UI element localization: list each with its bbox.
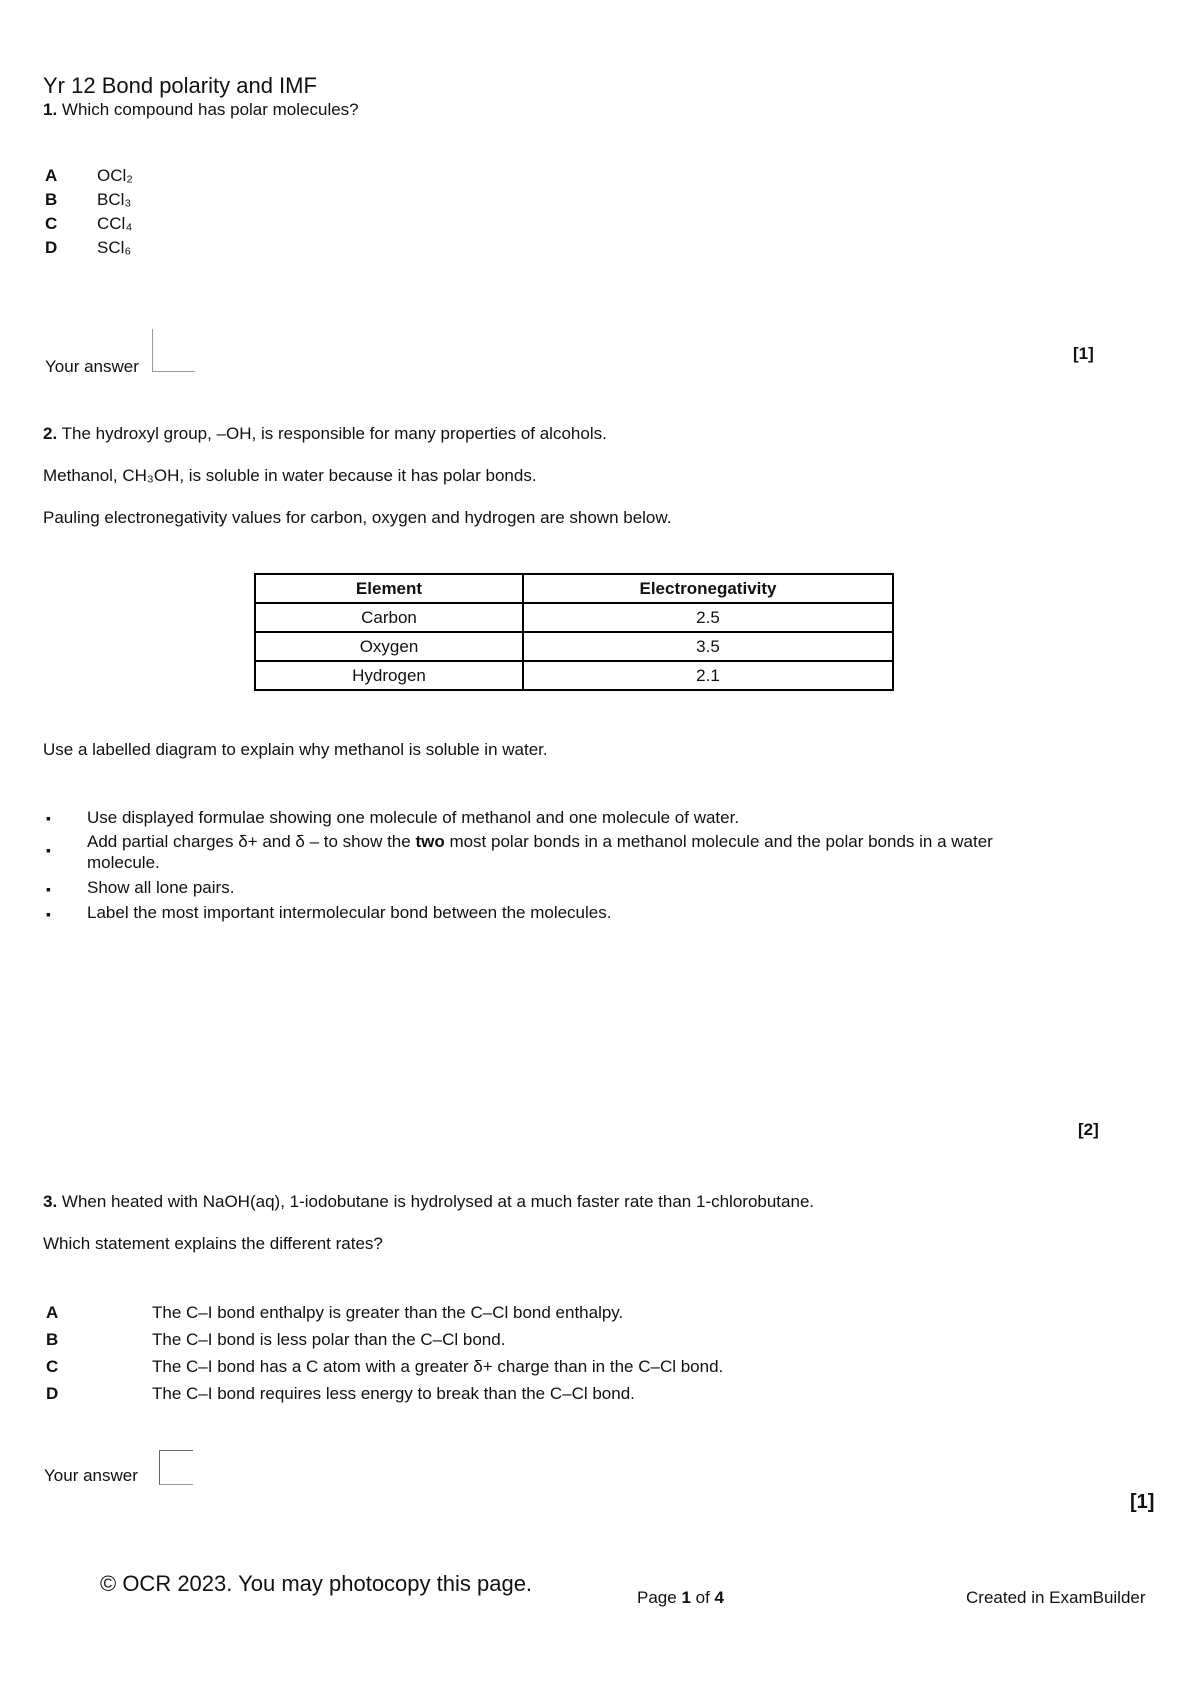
table-row bbox=[255, 661, 893, 690]
marks-label: [1] bbox=[1130, 1491, 1155, 1513]
instruction: Use a labelled diagram to explain why methanol is soluble in water. bbox=[43, 740, 548, 759]
option-letter: D bbox=[45, 238, 58, 257]
table-row bbox=[255, 603, 893, 632]
column-header: Electronegativity bbox=[523, 574, 893, 603]
list-item-emphasis: two bbox=[415, 832, 445, 851]
option-letter: C bbox=[45, 214, 58, 233]
question-1 bbox=[43, 100, 359, 120]
marks-label: [1] bbox=[1073, 344, 1094, 363]
page-title: Yr 12 Bond polarity and IMF bbox=[43, 73, 317, 98]
option-text: SCl₆ bbox=[97, 238, 132, 257]
page-current: 1 bbox=[681, 1588, 691, 1607]
option-text: CCl₄ bbox=[97, 214, 133, 233]
option-letter: A bbox=[45, 166, 58, 185]
option-letter: C bbox=[46, 1357, 59, 1376]
list-item-continuation: molecule. bbox=[87, 853, 160, 872]
option-letter: A bbox=[46, 1303, 59, 1322]
bullet-icon: ▪ bbox=[46, 810, 51, 826]
answer-box[interactable] bbox=[159, 1450, 193, 1485]
list-item bbox=[87, 832, 993, 852]
table-row bbox=[255, 632, 893, 661]
table-cell: 3.5 bbox=[523, 632, 893, 661]
paragraph: Methanol, CH₃OH, is soluble in water because it has polar bonds. bbox=[43, 466, 537, 485]
option-letter: B bbox=[45, 190, 58, 209]
question-number: 3. bbox=[43, 1192, 58, 1211]
table-cell: 2.1 bbox=[523, 661, 893, 690]
question-text: Which compound has polar molecules? bbox=[61, 100, 359, 119]
option-text: The C–I bond enthalpy is greater than the C–Cl bond enthalpy. bbox=[152, 1303, 624, 1322]
page-label: of bbox=[690, 1588, 715, 1607]
list-item-text: most polar bonds in a methanol molecule and the polar bonds in a water bbox=[444, 832, 993, 851]
column-header: Element bbox=[255, 574, 523, 603]
answer-label: Your answer bbox=[45, 357, 139, 376]
list-item: Label the most important intermolecular bond between the molecules. bbox=[87, 903, 612, 922]
answer-box[interactable] bbox=[152, 329, 195, 372]
option-text: The C–I bond is less polar than the C–Cl bond. bbox=[152, 1330, 506, 1349]
page-number bbox=[637, 1588, 724, 1608]
page-label: Page bbox=[637, 1588, 682, 1607]
list-item: Show all lone pairs. bbox=[87, 878, 235, 897]
question-text: The hydroxyl group, –OH, is responsible for many properties of alcohols. bbox=[61, 424, 607, 443]
list-item: Use displayed formulae showing one molecule of methanol and one molecule of water. bbox=[87, 808, 740, 827]
option-letter: B bbox=[46, 1330, 59, 1349]
question-number: 2. bbox=[43, 424, 58, 443]
marks-label: [2] bbox=[1078, 1120, 1099, 1139]
table-cell: 2.5 bbox=[523, 603, 893, 632]
bullet-icon: ▪ bbox=[46, 906, 51, 922]
page-total: 4 bbox=[714, 1588, 724, 1607]
table-cell: Carbon bbox=[255, 603, 523, 632]
paragraph: Which statement explains the different rates? bbox=[43, 1234, 383, 1253]
diagram-answer-area[interactable] bbox=[43, 920, 1083, 1120]
electronegativity-table bbox=[254, 573, 894, 691]
option-text: BCl₃ bbox=[97, 190, 132, 209]
created-label: Created in ExamBuilder bbox=[966, 1588, 1146, 1607]
bullet-icon: ▪ bbox=[46, 881, 51, 897]
question-2 bbox=[43, 424, 607, 444]
option-letter: D bbox=[46, 1384, 59, 1403]
option-text: The C–I bond has a C atom with a greater δ+ charge than in the C–Cl bond. bbox=[152, 1357, 724, 1376]
table-header-row bbox=[255, 574, 893, 603]
answer-label: Your answer bbox=[44, 1466, 138, 1485]
copyright-notice: © OCR 2023. You may photocopy this page. bbox=[100, 1571, 533, 1596]
question-3 bbox=[43, 1192, 814, 1212]
bullet-icon: ▪ bbox=[46, 842, 51, 858]
option-text: The C–I bond requires less energy to break than the C–Cl bond. bbox=[152, 1384, 635, 1403]
table-cell: Oxygen bbox=[255, 632, 523, 661]
option-text: OCl₂ bbox=[97, 166, 133, 185]
paragraph: Pauling electronegativity values for carbon, oxygen and hydrogen are shown below. bbox=[43, 508, 672, 527]
question-text: When heated with NaOH(aq), 1-iodobutane is hydrolysed at a much faster rate than 1-chlorobutane. bbox=[61, 1192, 815, 1211]
list-item-text: Add partial charges δ+ and δ – to show the bbox=[87, 832, 416, 851]
question-number: 1. bbox=[43, 100, 58, 119]
table-cell: Hydrogen bbox=[255, 661, 523, 690]
